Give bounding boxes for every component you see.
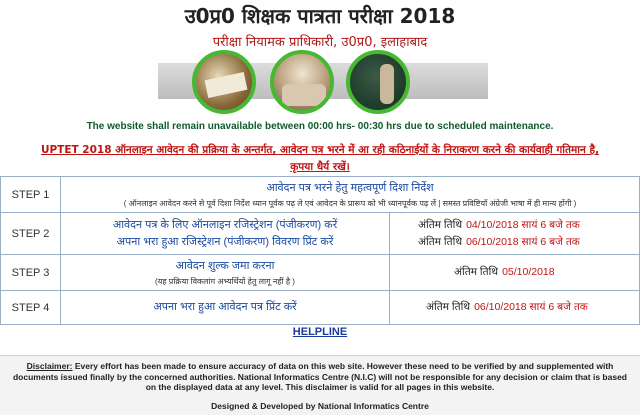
deadline-label: अंतिम तिथि	[418, 235, 463, 248]
deadline-label: अंतिम तिथि	[426, 301, 471, 313]
fee-payment-link[interactable]: आवेदन शुल्क जमा करना	[175, 259, 275, 272]
students-exam-photo	[270, 50, 334, 114]
step-2-label: STEP 2	[1, 213, 61, 255]
step-1-content	[61, 177, 640, 213]
step-3-content	[61, 255, 390, 291]
step-2-content	[61, 213, 390, 255]
online-registration-link[interactable]: आवेदन पत्र के लिए ऑनलाइन रजिस्ट्रेशन (पंजीकरण) करें	[112, 218, 338, 231]
deadline-label: अंतिम तिथि	[454, 266, 499, 278]
footer-credit: Designed & Developed by National Informatics Centre	[0, 397, 640, 415]
disclaimer-text: Every effort has been made to ensure accuracy of data on this web site. However these need to be verified by and supplemented with documents issued finally by the concerned authorities. National Informatics Centre (N.I.C) will not be responsible for any decision or claim that is based on the displayed data at any level. This disclaimer is valid for all pages in this website.	[12, 361, 627, 392]
teacher-blackboard-photo	[346, 50, 410, 114]
application-process-notice	[10, 142, 630, 176]
disclaimer-label: Disclaimer:	[26, 361, 73, 371]
helpline-link[interactable]: HELPLINE	[292, 326, 348, 338]
deadline-label: अंतिम तिथि	[418, 218, 463, 231]
print-application-deadline: 06/10/2018 सायं 6 बजे तक	[474, 301, 588, 313]
step-1-label: STEP 1	[1, 177, 61, 213]
page-subtitle: परीक्षा नियामक प्राधिकारी, उ0प्र0, इलाहाबाद	[212, 35, 428, 50]
page-title: उ0प्र0 शिक्षक पात्रता परीक्षा 2018	[184, 4, 456, 28]
step-4-content	[61, 291, 390, 325]
header	[0, 0, 640, 120]
step-row-3	[1, 255, 640, 291]
notice-line-1: UPTET 2018 ऑनलाइन आवेदन की प्रक्रिया के अन्तर्गत, आवेदन पत्र भरने में आ रही कठिनाईयों के निराकरण करने की कार्यवाही गतिमान है,	[40, 144, 600, 156]
step-3-label: STEP 3	[1, 255, 61, 291]
fee-payment-note: (यह प्रक्रिया विकलांग अभ्यर्थियों हेतु लागू नहीं है )	[155, 276, 295, 286]
step-4-deadline	[390, 291, 640, 325]
guidelines-note: ( ऑनलाइन आवेदन करने से पूर्व दिशा निर्देश ध्यान पूर्वक पढ़ ले एवं आवेदन के प्रारूप को भी ध्यानपूर्वक पढ़ लें | समस्त प्रविष्टियाँ अंग्रेजी भाषा में ही मान्य होंगी )	[123, 198, 577, 208]
print-deadline: 06/10/2018 सायं 6 बजे तक	[466, 235, 580, 248]
disclaimer	[0, 355, 640, 397]
books-photo	[192, 50, 256, 114]
print-application-link[interactable]: अपना भरा हुआ आवेदन पत्र प्रिंट करें	[153, 301, 297, 313]
step-row-1	[1, 177, 640, 213]
step-row-4	[1, 291, 640, 325]
steps-table	[0, 176, 640, 325]
step-2-deadlines	[390, 213, 640, 255]
registration-deadline: 04/10/2018 सायं 6 बजे तक	[466, 218, 580, 231]
print-registration-link[interactable]: अपना भरा हुआ रजिस्ट्रेशन (पंजीकरण) विवरण प्रिंट करें	[116, 235, 334, 248]
step-4-label: STEP 4	[1, 291, 61, 325]
notice-line-2: कृपया धैर्य रखें।	[290, 161, 350, 173]
maintenance-notice: The website shall remain unavailable between 00:00 hrs- 00:30 hrs due to scheduled maintenance.	[86, 121, 554, 132]
guidelines-link[interactable]: आवेदन पत्र भरने हेतु महत्वपूर्ण दिशा निर्देश	[266, 181, 434, 194]
fee-deadline: 05/10/2018	[502, 266, 555, 278]
step-row-2	[1, 213, 640, 255]
step-3-deadline	[390, 255, 640, 291]
